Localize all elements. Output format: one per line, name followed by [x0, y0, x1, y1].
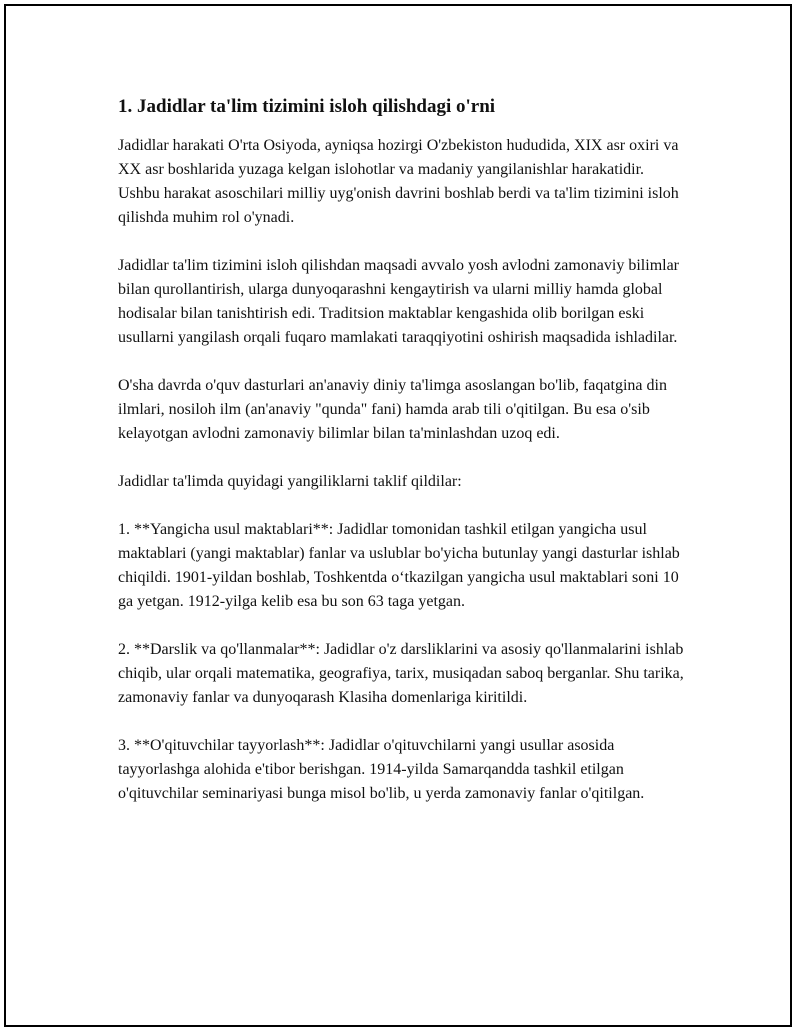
document-heading: 1. Jadidlar ta'lim tizimini isloh qilishdagi o'rni	[118, 96, 496, 117]
paragraph-intro: Jadidlar harakati O'rta Osiyoda, ayniqsa hozirgi O'zbekiston hududida, XIX asr oxiri va XX asr boshlarida yuzaga kelgan islohotlar va madaniy yangilanishlar harakatidir. Ushbu harakat asoschilari milliy uyg'onish davrini boshlab berdi va ta'lim tizimini isloh qilishda muhim rol o'ynadi.	[118, 137, 679, 226]
list-item-new-method-schools: 1. **Yangicha usul maktablari**: Jadidlar tomonidan tashkil etilgan yangicha usul maktablari (yangi maktablar) fanlar va uslublar bo'yicha butunlay yangi dasturlar ishlab chiqildi. 1901-yildan boshlab, Toshkentda o‘tkazilgan yangicha usul maktablari soni 10 ga yetgan. 1912-yilga kelib esa bu son 63 taga yetgan.	[118, 521, 680, 610]
document-body	[118, 94, 688, 830]
paragraph-innovations-intro: Jadidlar ta'limda quyidagi yangiliklarni taklif qildilar:	[118, 473, 462, 490]
list-item-teacher-training: 3. **O'qituvchilar tayyorlash**: Jadidlar o'qituvchilarni yangi usullar asosida tayyorlashga alohida e'tibor berishgan. 1914-yilda Samarqandda tashkil etilgan o'qituvchilar seminariyasi bunga misol bo'lib, u yerda zamonaviy fanlar o'qitilgan.	[118, 737, 645, 802]
paragraph-old-curriculum: O'sha davrda o'quv dasturlari an'anaviy diniy ta'limga asoslangan bo'lib, faqatgina din ilmlari, nosiloh ilm (an'anaviy "qunda" fani) hamda arab tili o'qitilgan. Bu esa o'sib kelayotgan avlodni zamonaviy bilimlar bilan ta'minlashdan uzoq edi.	[118, 377, 667, 442]
paragraph-goals: Jadidlar ta'lim tizimini isloh qilishdan maqsadi avvalo yosh avlodni zamonaviy bilimlar bilan qurollantirish, ularga dunyoqarashni kengaytirish va ularni milliy hamda global hodisalar bilan tanishtirish edi. Traditsion maktablar kengashida olib borilgan eski usullarni yangilash orqali fuqaro mamlakati taraqqiyotini oshirish maqsadida ishladilar.	[118, 257, 680, 346]
list-item-textbooks: 2. **Darslik va qo'llanmalar**: Jadidlar o'z darsliklarini va asosiy qo'llanmalarini ishlab chiqib, ular orqali matematika, geografiya, tarix, musiqadan saboq berganlar. Shu tarika, zamonaviy fanlar va dunyoqarash Klasiha domenlariga kiritildi.	[118, 641, 684, 706]
